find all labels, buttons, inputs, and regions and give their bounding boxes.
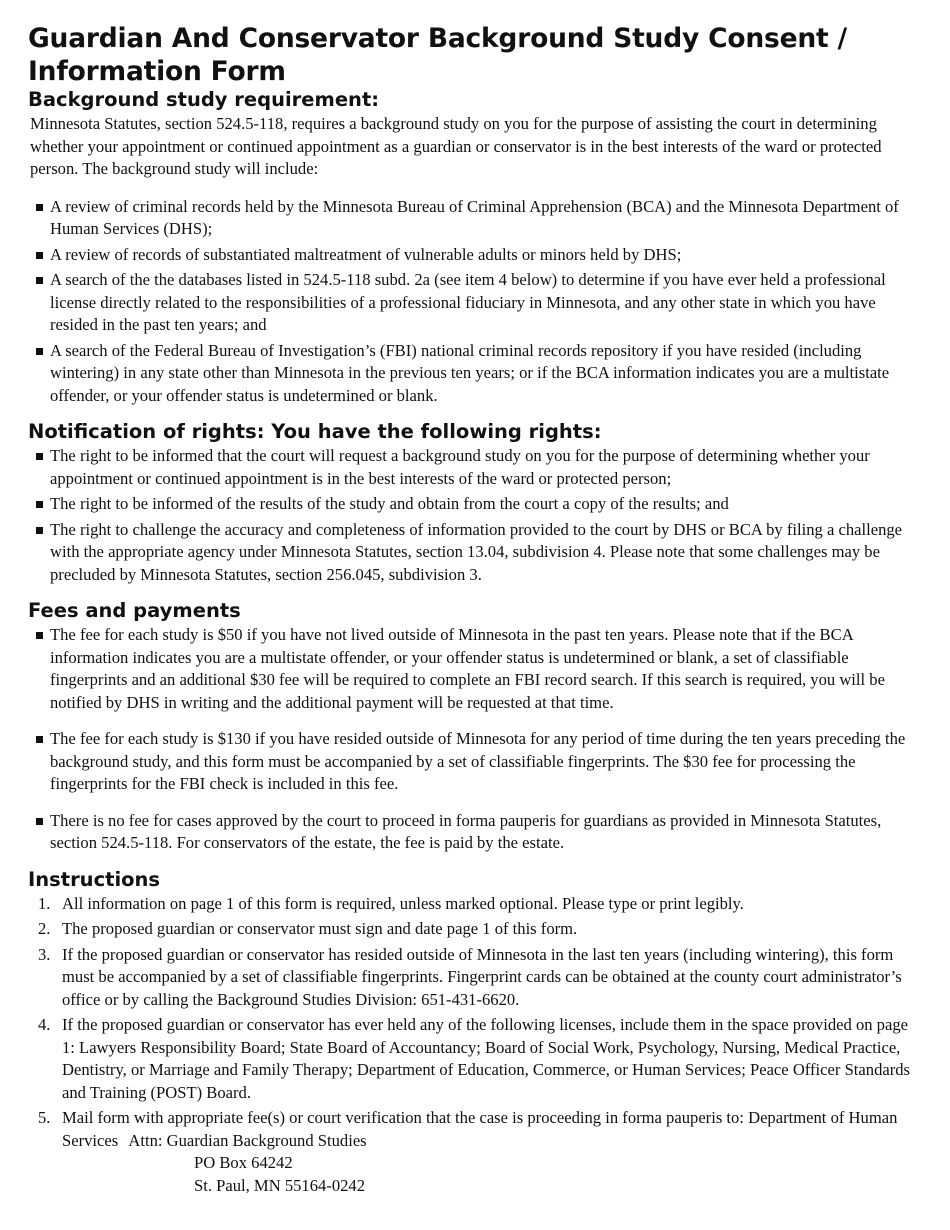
item-text: Mail form with appropriate fee(s) or court verification that the case is proceeding in forma pauperis to: Department of Human Services xyxy=(62,1108,898,1150)
rights-heading: Notification of rights: You have the following rights: xyxy=(28,420,602,443)
item-text: If the proposed guardian or conservator has ever held any of the following licenses, include them in the space provided on page 1: Lawyers Responsibility Board; State Board of Accountancy; Board of Social Work, Psychology, Nursing, Medical Practice, Dentistry, or Marriage and Family Therapy; Department of Education, Commerce, or Human Services; Peace Officer Standards and Training (POST) Board. xyxy=(62,1015,911,1102)
list-item: A review of criminal records held by the Minnesota Bureau of Criminal Apprehension (BCA) and the Minnesota Department of Human Services (DHS); xyxy=(28,196,923,241)
item-text: The proposed guardian or conservator must sign and date page 1 of this form. xyxy=(62,919,578,938)
list-item xyxy=(28,1107,923,1197)
list-item: A review of records of substantiated maltreatment of vulnerable adults or minors held by DHS; xyxy=(28,244,923,267)
item-text: All information on page 1 of this form is required, unless marked optional. Please type or print legibly. xyxy=(62,893,744,913)
list-item: The fee for each study is $130 if you have resided outside of Minnesota for any period of time during the ten years preceding the background study, and this form must be accompanied by a set of classifiable fingerprints. The $30 fee for processing the fingerprints for the FBI check is included in this fee. xyxy=(28,728,923,796)
item-text: If the proposed guardian or conservator has resided outside of Minnesota in the last ten years (including wintering), this form must be accompanied by a set of classifiable fingerprints. Fingerprint cards can be obtained at the county court administrator’s office or by calling the Background Studies Division: 651-431-6620. xyxy=(62,944,902,1009)
form-title: Guardian And Conservator Background Study Consent / Information Form xyxy=(28,23,847,87)
item-number: 2. xyxy=(38,919,51,938)
list-item xyxy=(28,1014,923,1104)
list-item xyxy=(28,893,923,916)
requirement-list xyxy=(28,196,923,408)
item-number: 3. xyxy=(38,944,51,964)
list-item: The right to be informed that the court will request a background study on you for the purpose of determining whether your appointment or continued appointment is in the best interests of the ward or protected person; xyxy=(28,445,923,490)
requirement-heading: Background study requirement: xyxy=(28,88,380,111)
list-item xyxy=(28,918,923,941)
list-item: There is no fee for cases approved by the court to proceed in forma pauperis for guardians as provided in Minnesota Statutes, section 524.5-118. For conservators of the estate, the fee is paid by the estate. xyxy=(28,810,923,855)
instructions-list xyxy=(28,893,923,1198)
list-item xyxy=(28,944,923,1012)
address-line: PO Box 64242 xyxy=(194,1153,293,1172)
address-line: St. Paul, MN 55164-0242 xyxy=(194,1175,366,1195)
address-line: Attn: Guardian Background Studies xyxy=(128,1130,367,1150)
fees-list xyxy=(28,624,923,855)
list-item: The right to be informed of the results of the study and obtain from the court a copy of the results; and xyxy=(28,493,923,516)
requirement-intro: Minnesota Statutes, section 524.5-118, requires a background study on you for the purpose of assisting the court in determining whether your appointment or continued appointment as a guardian or conservator is in the best interests of the ward or protected person. The background study will include: xyxy=(30,114,882,178)
item-number: 4. xyxy=(38,1015,51,1034)
form-page xyxy=(28,22,923,1197)
list-item: A search of the the databases listed in 524.5-118 subd. 2a (see item 4 below) to determine if you have ever held a professional license directly related to the responsibilities of a professional fiduciary in Minnesota, and any other state in which you have resided in the past ten years; and xyxy=(28,269,923,337)
item-number: 5. xyxy=(38,1108,51,1127)
fees-heading: Fees and payments xyxy=(28,599,241,622)
list-item: A search of the Federal Bureau of Investigation’s (FBI) national criminal records repository if you have resided (including wintering) in any state other than Minnesota in the previous ten years; or if the BCA information indicates you are a multistate offender, or your offender status is undetermined or blank. xyxy=(28,340,923,408)
list-item: The right to challenge the accuracy and completeness of information provided to the court by DHS or BCA by filing a challenge with the appropriate agency under Minnesota Statutes, section 13.04, subdivision 4. Please note that some challenges may be precluded by Minnesota Statutes, section 256.045, subdivision 3. xyxy=(28,519,923,587)
mailing-address xyxy=(62,1131,923,1198)
instructions-heading: Instructions xyxy=(28,867,161,891)
rights-list xyxy=(28,445,923,586)
item-number: 1. xyxy=(38,893,51,913)
list-item: The fee for each study is $50 if you have not lived outside of Minnesota in the past ten years. Please note that if the BCA information indicates you are a multistate offender, or your offender status is undetermined or blank, a set of classifiable fingerprints and an additional $30 fee will be required to complete an FBI record search. If this search is required, you will be notified by DHS in writing and the additional payment will be requested at that time. xyxy=(28,624,923,714)
